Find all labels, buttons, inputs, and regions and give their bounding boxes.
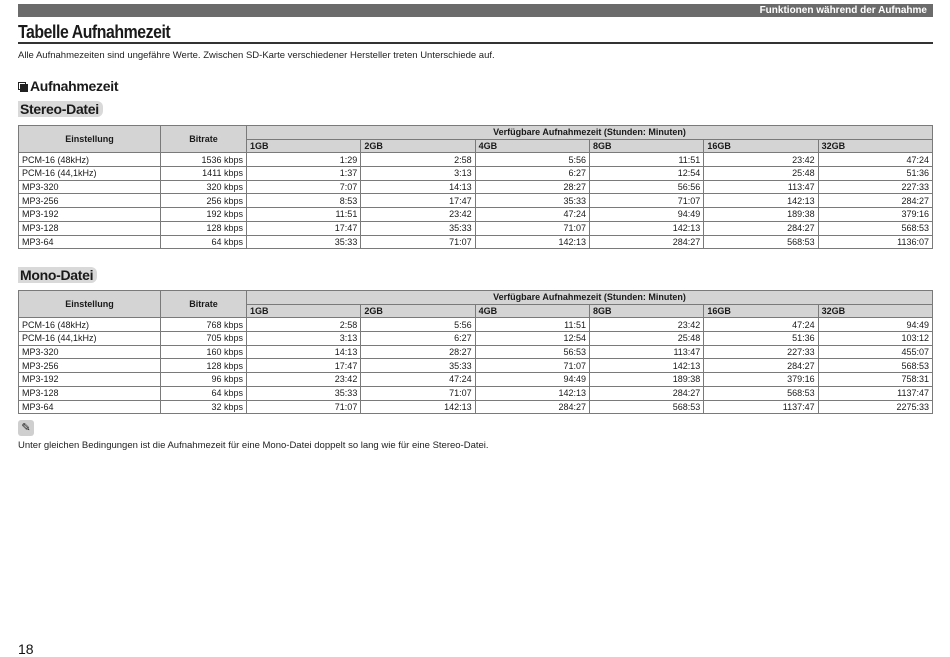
time-cell: 47:24 (361, 373, 475, 387)
time-cell: 23:42 (247, 373, 361, 387)
bitrate-cell: 96 kbps (161, 373, 247, 387)
section-header-bar (18, 4, 933, 17)
time-cell: 11:51 (247, 208, 361, 222)
stereo-capacity-header: 16GB (704, 139, 818, 153)
mono-capacity-header: 1GB (247, 304, 361, 318)
time-cell: 568:53 (704, 386, 818, 400)
time-cell: 35:33 (475, 194, 589, 208)
time-cell: 1137:47 (818, 386, 932, 400)
time-cell: 227:33 (818, 180, 932, 194)
time-cell: 3:13 (247, 332, 361, 346)
setting-cell: PCM-16 (48kHz) (19, 153, 161, 167)
note-text: Unter gleichen Bedingungen ist die Aufnahmezeit für eine Mono-Datei doppelt so lang wie für eine Stereo-Datei. (18, 440, 489, 451)
bitrate-cell: 768 kbps (161, 318, 247, 332)
bitrate-cell: 192 kbps (161, 208, 247, 222)
time-cell: 284:27 (589, 386, 703, 400)
table-row (19, 400, 933, 414)
time-cell: 71:07 (247, 400, 361, 414)
time-cell: 23:42 (589, 318, 703, 332)
mono-capacity-header: 2GB (361, 304, 475, 318)
time-cell: 25:48 (704, 167, 818, 181)
time-cell: 28:27 (361, 345, 475, 359)
setting-cell: MP3-128 (19, 386, 161, 400)
time-cell: 379:16 (704, 373, 818, 387)
stereo-capacity-header: 1GB (247, 139, 361, 153)
page-number: 18 (18, 641, 34, 657)
setting-cell: MP3-320 (19, 345, 161, 359)
time-cell: 14:13 (361, 180, 475, 194)
bitrate-cell: 705 kbps (161, 332, 247, 346)
setting-cell: MP3-64 (19, 400, 161, 414)
stereo-col-bitrate: Bitrate (161, 126, 247, 153)
intro-text: Alle Aufnahmezeiten sind ungefähre Werte. Zwischen SD-Karte verschiedener Hersteller treten Unterschiede auf. (18, 50, 495, 61)
setting-cell: MP3-64 (19, 235, 161, 249)
table-row (19, 373, 933, 387)
time-cell: 17:47 (247, 221, 361, 235)
table-row (19, 332, 933, 346)
stereo-col-setting: Einstellung (19, 126, 161, 153)
table-row (19, 235, 933, 249)
table-row (19, 359, 933, 373)
time-cell: 568:53 (704, 235, 818, 249)
time-cell: 71:07 (361, 235, 475, 249)
mono-capacity-header: 4GB (475, 304, 589, 318)
time-cell: 568:53 (818, 359, 932, 373)
time-cell: 35:33 (361, 221, 475, 235)
setting-cell: PCM-16 (48kHz) (19, 318, 161, 332)
setting-cell: MP3-128 (19, 221, 161, 235)
time-cell: 568:53 (589, 400, 703, 414)
setting-cell: MP3-256 (19, 359, 161, 373)
table-row (19, 318, 933, 332)
bitrate-cell: 64 kbps (161, 235, 247, 249)
time-cell: 142:13 (589, 221, 703, 235)
stereo-capacity-header: 8GB (589, 139, 703, 153)
time-cell: 14:13 (247, 345, 361, 359)
time-cell: 94:49 (818, 318, 932, 332)
time-cell: 35:33 (247, 235, 361, 249)
stereo-col-available: Verfügbare Aufnahmezeit (Stunden: Minuten) (247, 126, 933, 140)
time-cell: 284:27 (818, 194, 932, 208)
time-cell: 142:13 (704, 194, 818, 208)
time-cell: 6:27 (475, 167, 589, 181)
mono-table (18, 290, 933, 414)
mono-capacity-header: 8GB (589, 304, 703, 318)
mono-capacity-header: 16GB (704, 304, 818, 318)
time-cell: 28:27 (475, 180, 589, 194)
time-cell: 8:53 (247, 194, 361, 208)
mono-col-setting: Einstellung (19, 291, 161, 318)
time-cell: 1:29 (247, 153, 361, 167)
time-cell: 142:13 (589, 359, 703, 373)
time-cell: 142:13 (475, 386, 589, 400)
time-cell: 2:58 (247, 318, 361, 332)
section-heading-label: Aufnahmezeit (30, 78, 119, 94)
bitrate-cell: 320 kbps (161, 180, 247, 194)
stereo-heading: Stereo-Datei (18, 101, 103, 117)
bitrate-cell: 64 kbps (161, 386, 247, 400)
table-row (19, 153, 933, 167)
bitrate-cell: 1536 kbps (161, 153, 247, 167)
stereo-capacity-header: 4GB (475, 139, 589, 153)
time-cell: 11:51 (475, 318, 589, 332)
checkbox-bullet-icon (18, 82, 26, 90)
time-cell: 2:58 (361, 153, 475, 167)
time-cell: 189:38 (704, 208, 818, 222)
time-cell: 56:56 (589, 180, 703, 194)
time-cell: 7:07 (247, 180, 361, 194)
time-cell: 47:24 (704, 318, 818, 332)
bitrate-cell: 1411 kbps (161, 167, 247, 181)
table-row (19, 208, 933, 222)
table-row (19, 221, 933, 235)
setting-cell: PCM-16 (44,1kHz) (19, 167, 161, 181)
time-cell: 17:47 (247, 359, 361, 373)
time-cell: 56:53 (475, 345, 589, 359)
time-cell: 35:33 (247, 386, 361, 400)
bitrate-cell: 256 kbps (161, 194, 247, 208)
time-cell: 23:42 (361, 208, 475, 222)
section-heading (18, 78, 118, 94)
time-cell: 227:33 (704, 345, 818, 359)
time-cell: 71:07 (361, 386, 475, 400)
bitrate-cell: 160 kbps (161, 345, 247, 359)
table-row (19, 345, 933, 359)
pencil-icon: ✎ (18, 420, 34, 436)
setting-cell: MP3-256 (19, 194, 161, 208)
time-cell: 6:27 (361, 332, 475, 346)
time-cell: 3:13 (361, 167, 475, 181)
time-cell: 103:12 (818, 332, 932, 346)
time-cell: 1:37 (247, 167, 361, 181)
bitrate-cell: 128 kbps (161, 221, 247, 235)
time-cell: 47:24 (475, 208, 589, 222)
mono-capacity-header: 32GB (818, 304, 932, 318)
setting-cell: MP3-192 (19, 373, 161, 387)
time-cell: 2275:33 (818, 400, 932, 414)
time-cell: 1136:07 (818, 235, 932, 249)
bitrate-cell: 128 kbps (161, 359, 247, 373)
time-cell: 284:27 (475, 400, 589, 414)
time-cell: 12:54 (589, 167, 703, 181)
setting-cell: MP3-320 (19, 180, 161, 194)
bitrate-cell: 32 kbps (161, 400, 247, 414)
time-cell: 284:27 (704, 221, 818, 235)
table-row (19, 194, 933, 208)
stereo-capacity-header: 2GB (361, 139, 475, 153)
time-cell: 113:47 (704, 180, 818, 194)
time-cell: 5:56 (361, 318, 475, 332)
time-cell: 284:27 (589, 235, 703, 249)
time-cell: 284:27 (704, 359, 818, 373)
time-cell: 47:24 (818, 153, 932, 167)
time-cell: 71:07 (475, 221, 589, 235)
title-divider (18, 42, 933, 44)
time-cell: 455:07 (818, 345, 932, 359)
time-cell: 142:13 (361, 400, 475, 414)
time-cell: 51:36 (818, 167, 932, 181)
time-cell: 94:49 (475, 373, 589, 387)
time-cell: 12:54 (475, 332, 589, 346)
time-cell: 189:38 (589, 373, 703, 387)
time-cell: 5:56 (475, 153, 589, 167)
table-row (19, 180, 933, 194)
mono-heading: Mono-Datei (18, 267, 97, 283)
table-row (19, 386, 933, 400)
section-header-label: Funktionen während der Aufnahme (759, 5, 927, 16)
time-cell: 71:07 (589, 194, 703, 208)
time-cell: 379:16 (818, 208, 932, 222)
mono-col-bitrate: Bitrate (161, 291, 247, 318)
time-cell: 25:48 (589, 332, 703, 346)
time-cell: 1137:47 (704, 400, 818, 414)
setting-cell: PCM-16 (44,1kHz) (19, 332, 161, 346)
mono-col-available: Verfügbare Aufnahmezeit (Stunden: Minuten) (247, 291, 933, 305)
page-title: Tabelle Aufnahmezeit (18, 22, 171, 42)
stereo-capacity-header: 32GB (818, 139, 932, 153)
time-cell: 94:49 (589, 208, 703, 222)
time-cell: 568:53 (818, 221, 932, 235)
setting-cell: MP3-192 (19, 208, 161, 222)
time-cell: 113:47 (589, 345, 703, 359)
time-cell: 35:33 (361, 359, 475, 373)
time-cell: 51:36 (704, 332, 818, 346)
table-row (19, 167, 933, 181)
time-cell: 11:51 (589, 153, 703, 167)
time-cell: 71:07 (475, 359, 589, 373)
stereo-table (18, 125, 933, 249)
time-cell: 17:47 (361, 194, 475, 208)
time-cell: 758:31 (818, 373, 932, 387)
time-cell: 23:42 (704, 153, 818, 167)
time-cell: 142:13 (475, 235, 589, 249)
